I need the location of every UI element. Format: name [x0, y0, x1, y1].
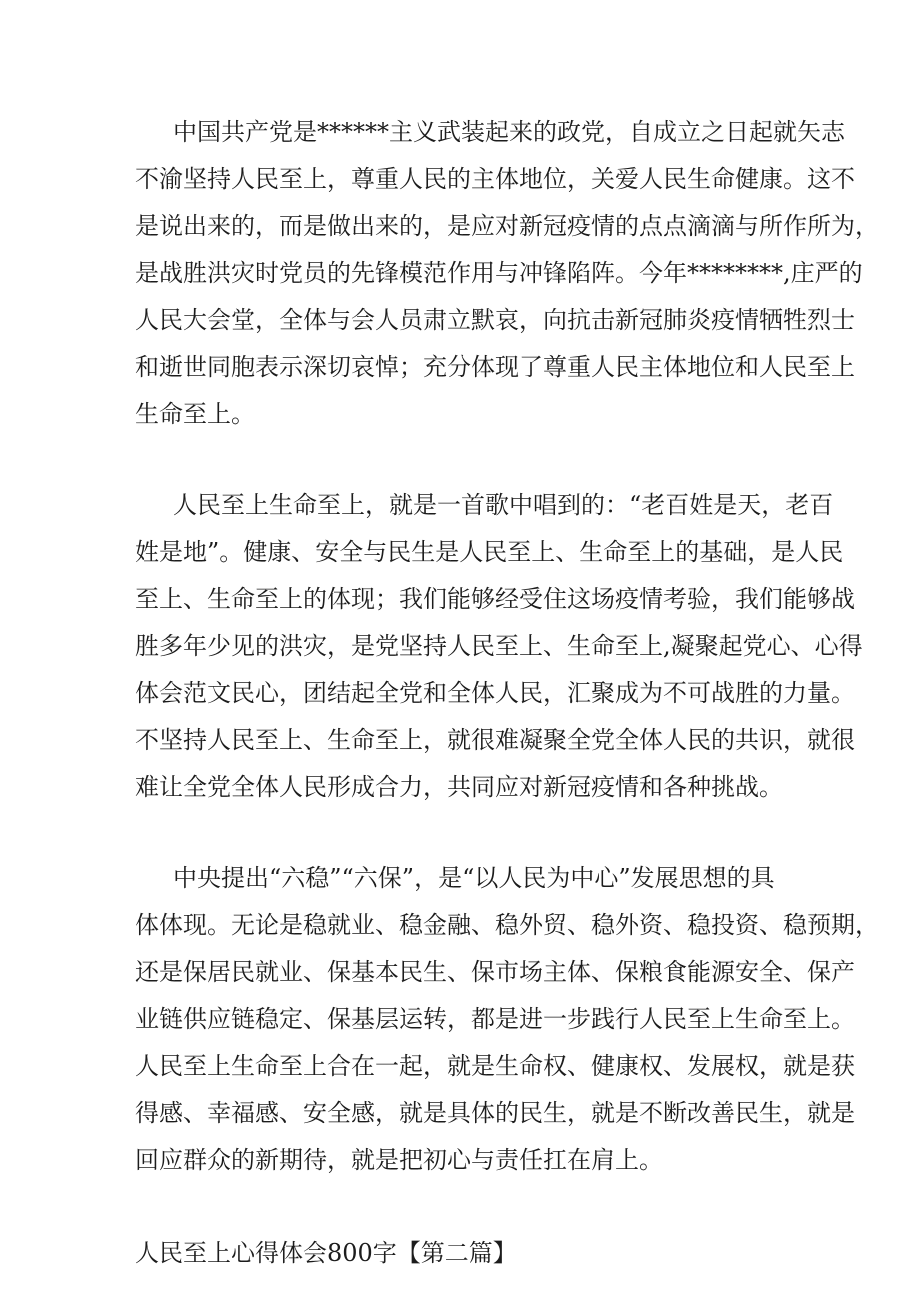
paragraph-line: 中国共产党是******主义武装起来的政党，自成立之日起就矢志	[173, 118, 845, 146]
paragraph-line: 业链供应链稳定、保基层运转，都是进一步践行人民至上生命至上。	[135, 1005, 855, 1033]
paragraph-line: 得感、幸福感、安全感，就是具体的民生，就是不断改善民生，就是	[135, 1099, 855, 1127]
paragraph-line: 中央提出“六稳”“六保”，是“以人民为中心”发展思想的具	[173, 864, 775, 892]
paragraph-line: 是战胜洪灾时党员的先锋模范作用与冲锋陷阵。今年********,庄严的	[135, 259, 863, 287]
paragraph-line: 体体现。无论是稳就业、稳金融、稳外贸、稳外资、稳投资、稳预期，	[135, 911, 879, 939]
paragraph-line: 和逝世同胞表示深切哀悼；充分体现了尊重人民主体地位和人民至上	[135, 353, 855, 381]
paragraph-3	[135, 855, 879, 1184]
paragraph-line: 姓是地”。健康、安全与民生是人民至上、生命至上的基础，是人民	[135, 538, 844, 566]
paragraph-line: 还是保居民就业、保基本民生、保市场主体、保粮食能源安全、保产	[135, 958, 855, 986]
paragraph-1	[135, 109, 879, 438]
paragraph-line: 胜多年少见的洪灾，是党坚持人民至上、生命至上,凝聚起党心、心得	[135, 632, 863, 660]
paragraph-line: 人民大会堂，全体与会人员肃立默哀，向抗击新冠肺炎疫情牺牲烈士	[135, 306, 855, 334]
paragraph-line: 不渝坚持人民至上，尊重人民的主体地位，关爱人民生命健康。这不	[135, 165, 855, 193]
paragraph-line: 不坚持人民至上、生命至上，就很难凝聚全党全体人民的共识，就很	[135, 726, 855, 754]
section-heading: 人民至上心得体会800字【第二篇】	[135, 1239, 517, 1267]
paragraph-line: 体会范文民心，团结起全党和全体人民，汇聚成为不可战胜的力量。	[135, 679, 855, 707]
paragraph-line: 回应群众的新期待，就是把初心与责任扛在肩上。	[135, 1146, 663, 1174]
paragraph-2	[135, 482, 863, 811]
document-body	[135, 109, 879, 1277]
paragraph-line: 人民至上生命至上，就是一首歌中唱到的：“老百姓是天，老百	[173, 491, 834, 519]
paragraph-line: 生命至上。	[135, 400, 255, 428]
paragraph-line: 至上、生命至上的体现；我们能够经受住这场疫情考验，我们能够战	[135, 585, 855, 613]
paragraph-spacer	[135, 438, 795, 482]
paragraph-line: 人民至上生命至上合在一起，就是生命权、健康权、发展权，就是获	[135, 1052, 855, 1080]
paragraph-line: 难让全党全体人民形成合力，共同应对新冠疫情和各种挑战。	[135, 773, 783, 801]
paragraph-spacer	[135, 811, 795, 855]
paragraph-line: 是说出来的，而是做出来的，是应对新冠疫情的点点滴滴与所作所为，	[135, 212, 879, 240]
